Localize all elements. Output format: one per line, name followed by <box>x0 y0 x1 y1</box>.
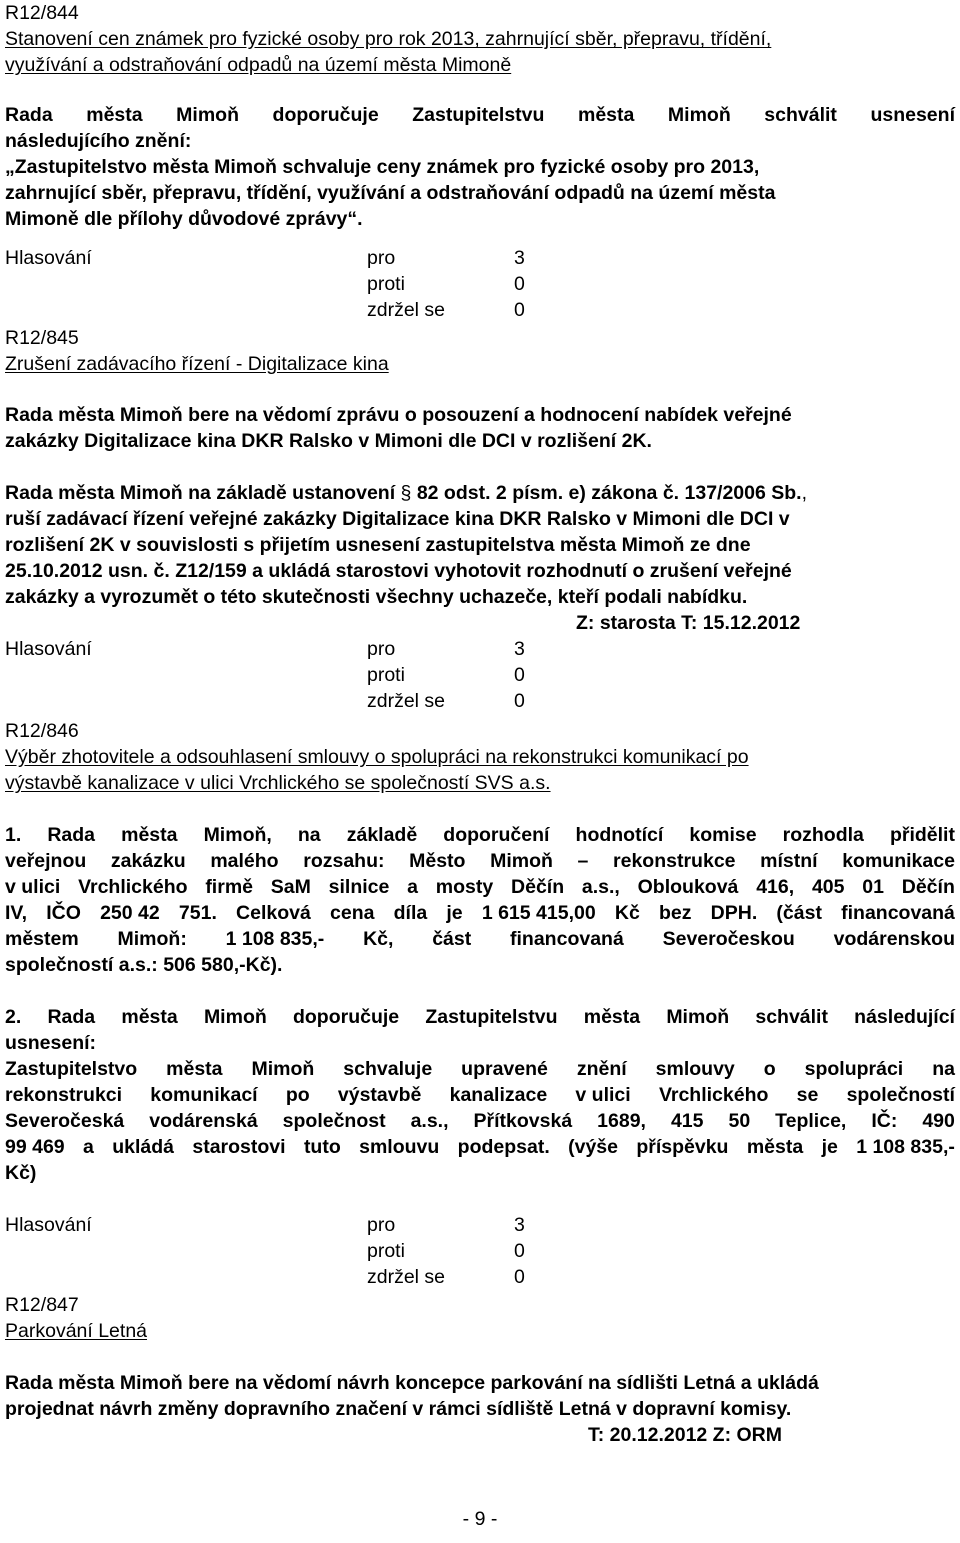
word: IČ: <box>871 1110 898 1132</box>
resolution-id-846: R12/846 <box>5 720 79 742</box>
vote-pro-label-1: pro <box>367 247 396 269</box>
vote-zdrzel-value-1: 0 <box>514 299 525 321</box>
word: Přítkovská <box>473 1110 573 1132</box>
word: 250 42 <box>100 902 160 924</box>
word: v ulici <box>5 876 61 898</box>
paragraph-846-1-line6: společností a.s.: 506 580,-Kč). <box>5 954 283 976</box>
word: Rada <box>47 824 96 846</box>
word: a <box>83 1136 94 1158</box>
word: na <box>932 1058 955 1080</box>
vote-zdrzel-label-2: zdržel se <box>367 690 446 712</box>
word: 1. <box>5 824 22 846</box>
paragraph-846-2-line7: Kč) <box>5 1162 37 1184</box>
word: znění <box>576 1058 627 1080</box>
paragraph-846-1-line3 <box>5 874 955 900</box>
vote-pro-label-2: pro <box>367 638 396 660</box>
paragraph-845-1-line1: Rada města Mimoň bere na vědomí zprávu o posouzení a hodnocení nabídek veřejné <box>5 404 792 426</box>
word: města <box>746 1136 804 1158</box>
paragraph-845-2-line3: rozlišení 2K v souvislosti s přijetím usnesení zastupitelstva města Mimoň ze dne <box>5 534 751 556</box>
word: Kč, <box>363 928 394 950</box>
vote-proti-label-2: proti <box>367 664 405 686</box>
word: komise <box>689 824 757 846</box>
word: SaM <box>270 876 311 898</box>
word: městem <box>5 928 79 950</box>
word: mosty <box>435 876 494 898</box>
word: bez <box>658 902 692 924</box>
resolution-title-846-line2: výstavbě kanalizace v ulici Vrchlického se společností SVS a.s. <box>5 772 551 794</box>
word: komunikací <box>150 1084 258 1106</box>
word: část <box>432 928 472 950</box>
vote-proti-label-1: proti <box>367 273 405 295</box>
word: financovaná <box>841 902 955 924</box>
word: 416, <box>756 876 795 898</box>
word: malého <box>210 850 279 872</box>
word: po <box>285 1084 310 1106</box>
word: Severočeská <box>5 1110 125 1132</box>
vote-pro-label-3: pro <box>367 1214 396 1236</box>
word: DPH. <box>710 902 758 924</box>
word: Oblouková <box>637 876 739 898</box>
word: Zastupitelstvo <box>5 1058 138 1080</box>
word: Vrchlického <box>78 876 188 898</box>
paragraph-846-2-line5 <box>5 1108 955 1134</box>
page-number: - 9 - <box>462 1508 498 1530</box>
word: financovaná <box>510 928 624 950</box>
word: společnost <box>282 1110 386 1132</box>
word: Mimoň <box>667 104 731 126</box>
word: Děčín <box>901 876 955 898</box>
word: rekonstrukce <box>613 850 736 872</box>
paragraph-845-2-line4: 25.10.2012 usn. č. Z12/159 a ukládá starostovi vyhotovit rozhodnutí o zrušení veřejné <box>5 560 792 582</box>
paragraph-845-2-line2: ruší zadávací řízení veřejné zakázky Digitalizace kina DKR Ralsko v Mimoni dle DCI v <box>5 508 790 530</box>
vote-pro-value-2: 3 <box>514 638 525 660</box>
resolution-title-845: Zrušení zadávacího řízení - Digitalizace kina <box>5 353 389 375</box>
word: Mimoň <box>251 1058 315 1080</box>
word: Mimoň <box>203 1006 267 1028</box>
word: vodárenská <box>149 1110 258 1132</box>
word: tuto <box>303 1136 341 1158</box>
vote-proti-value-2: 0 <box>514 664 525 686</box>
word: Město <box>409 850 466 872</box>
vote-pro-value-3: 3 <box>514 1214 525 1236</box>
word: následující <box>854 1006 955 1028</box>
word: Mimoň <box>666 1006 730 1028</box>
word: rozhodla <box>782 824 864 846</box>
vote-pro-value-1: 3 <box>514 247 525 269</box>
word: města <box>121 1006 178 1028</box>
word: 1689, <box>597 1110 646 1132</box>
word: a.s., <box>410 1110 449 1132</box>
word: hodnotící <box>575 824 664 846</box>
word: základě <box>346 824 418 846</box>
recommendation-844-line2: následujícího znění: <box>5 130 192 152</box>
paragraph-846-1-line5 <box>5 926 955 952</box>
word: spolupráci <box>804 1058 904 1080</box>
vote-proti-value-1: 0 <box>514 273 525 295</box>
word: 415 <box>670 1110 704 1132</box>
word: je <box>821 1136 838 1158</box>
word: společností <box>846 1084 955 1106</box>
paragraph-845-2-line1 <box>5 480 807 506</box>
word: ukládá <box>112 1136 175 1158</box>
deadline-845: Z: starosta T: 15.12.2012 <box>576 612 801 634</box>
word: 2. <box>5 1006 22 1028</box>
word: města <box>86 104 143 126</box>
word: Severočeskou <box>662 928 795 950</box>
word: doporučuje <box>292 1006 400 1028</box>
word: upravené <box>461 1058 548 1080</box>
word: výstavbě <box>337 1084 422 1106</box>
word: 1 108 835,- <box>856 1136 955 1158</box>
word: (část <box>776 902 822 924</box>
word: doporučení <box>443 824 550 846</box>
word: doporučuje <box>272 104 379 126</box>
paragraph-846-2-line4 <box>5 1082 955 1108</box>
word: Zastupitelstvu <box>425 1006 558 1028</box>
vote-zdrzel-label-3: zdržel se <box>367 1266 446 1288</box>
word: zakázku <box>110 850 186 872</box>
word: cena <box>330 902 375 924</box>
word: Rada <box>5 104 53 126</box>
word: Mimoň: <box>117 928 187 950</box>
vote-title-3: Hlasování <box>5 1214 92 1236</box>
word: města <box>121 824 178 846</box>
word: Zastupitelstvu <box>412 104 545 126</box>
word: silnice <box>328 876 390 898</box>
word: 405 <box>811 876 845 898</box>
text: Rada města Mimoň na základě ustanovení <box>5 482 401 504</box>
word: firmě <box>205 876 253 898</box>
resolution-title-844-line1: Stanovení cen známek pro fyzické osoby pro rok 2013, zahrnující sběr, přepravu, třídění, <box>5 28 772 50</box>
word: se <box>796 1084 819 1106</box>
resolution-id-845: R12/845 <box>5 327 79 349</box>
vote-title-2: Hlasování <box>5 638 92 660</box>
text: 82 odst. 2 písm. e) zákona č. 137/2006 Sb. <box>411 482 802 504</box>
word: místní <box>760 850 818 872</box>
word: podepsat. <box>457 1136 550 1158</box>
word: schvaluje <box>343 1058 433 1080</box>
word: Mimoň <box>490 850 553 872</box>
word: o <box>763 1058 776 1080</box>
word: starostovi <box>192 1136 286 1158</box>
word: rozsahu: <box>303 850 385 872</box>
paragraph-846-2-line6 <box>5 1134 955 1160</box>
vote-zdrzel-value-3: 0 <box>514 1266 525 1288</box>
word: smlouvu <box>359 1136 440 1158</box>
paragraph-846-1-line4 <box>5 900 955 926</box>
word: smlouvy <box>655 1058 735 1080</box>
deadline-847: T: 20.12.2012 Z: ORM <box>588 1424 782 1446</box>
word: města <box>577 104 635 126</box>
word: Děčín <box>511 876 565 898</box>
resolution-title-846-line1: Výběr zhotovitele a odsouhlasení smlouvy o spolupráci na rekonstrukci komunikací po <box>5 746 749 768</box>
word: vodárenskou <box>833 928 955 950</box>
word: 1 615 415,00 <box>481 902 596 924</box>
paragraph-846-2-line2: usnesení: <box>5 1032 97 1054</box>
word: Celková <box>236 902 311 924</box>
word: 1 108 835,- <box>225 928 325 950</box>
word: příspěvku <box>636 1136 729 1158</box>
resolution-title-844-line2: využívání a odstraňování odpadů na území města Mimoně <box>5 54 512 76</box>
vote-proti-label-3: proti <box>367 1240 405 1262</box>
paragraph-845-2-line5: zakázky a vyrozumět o této skutečnosti všechny uchazeče, kteří podali nabídku. <box>5 586 748 608</box>
word: komunikace <box>842 850 955 872</box>
vote-title-1: Hlasování <box>5 247 92 269</box>
resolution-id-847: R12/847 <box>5 1294 79 1316</box>
word: veřejnou <box>5 850 87 872</box>
vote-zdrzel-label-1: zdržel se <box>367 299 446 321</box>
section-symbol: § <box>400 482 412 504</box>
word: díla <box>393 902 428 924</box>
paragraph-847-line2: projednat návrh změny dopravního značení v rámci sídliště Letná v dopravní komisy. <box>5 1398 792 1420</box>
word: v ulici <box>575 1084 631 1106</box>
word: IČO <box>46 902 81 924</box>
word: kanalizace <box>449 1084 548 1106</box>
word: usnesení <box>870 104 955 126</box>
paragraph-847-line1: Rada města Mimoň bere na vědomí návrh koncepce parkování na sídlišti Letná a ukládá <box>5 1372 819 1394</box>
vote-proti-value-3: 0 <box>514 1240 525 1262</box>
word: 99 469 <box>5 1136 65 1158</box>
word: schválit <box>755 1006 828 1028</box>
word: 01 <box>862 876 884 898</box>
word: Teplice, <box>775 1110 847 1132</box>
resolution-text-844-line3: Mimoně dle přílohy důvodové zprávy“. <box>5 208 363 230</box>
word: Mimoň, <box>203 824 272 846</box>
paragraph-846-1-line2 <box>5 848 955 874</box>
word: města <box>166 1058 223 1080</box>
word: na <box>297 824 321 846</box>
resolution-title-847: Parkování Letná <box>5 1320 148 1342</box>
word: – <box>577 850 589 872</box>
resolution-id-844: R12/844 <box>5 2 79 24</box>
word: schválit <box>764 104 837 126</box>
recommendation-844-line1 <box>5 102 955 128</box>
word: 50 <box>728 1110 751 1132</box>
word: IV, <box>5 902 28 924</box>
resolution-text-844-line2: zahrnující sběr, přepravu, třídění, využívání a odstraňování odpadů na území města <box>5 182 776 204</box>
word: města <box>583 1006 641 1028</box>
word: přidělit <box>889 824 955 846</box>
word: je <box>446 902 463 924</box>
vote-zdrzel-value-2: 0 <box>514 690 525 712</box>
word: Rada <box>47 1006 96 1028</box>
word: a <box>407 876 419 898</box>
word: 751. <box>178 902 217 924</box>
word: 490 <box>922 1110 955 1132</box>
word: Mimoň <box>176 104 239 126</box>
paragraph-846-2-line3 <box>5 1056 955 1082</box>
word: Kč <box>614 902 640 924</box>
text: , <box>801 482 808 504</box>
word: (výše <box>568 1136 618 1158</box>
paragraph-845-1-line2: zakázky Digitalizace kina DKR Ralsko v Mimoni dle DCI v rozlišení 2K. <box>5 430 652 452</box>
resolution-text-844-line1: „Zastupitelstvo města Mimoň schvaluje ceny známek pro fyzické osoby pro 2013, <box>5 156 760 178</box>
word: a.s., <box>581 876 620 898</box>
word: Vrchlického <box>658 1084 769 1106</box>
word: rekonstrukci <box>5 1084 123 1106</box>
paragraph-846-2-line1 <box>5 1004 955 1030</box>
paragraph-846-1-line1 <box>5 822 955 848</box>
